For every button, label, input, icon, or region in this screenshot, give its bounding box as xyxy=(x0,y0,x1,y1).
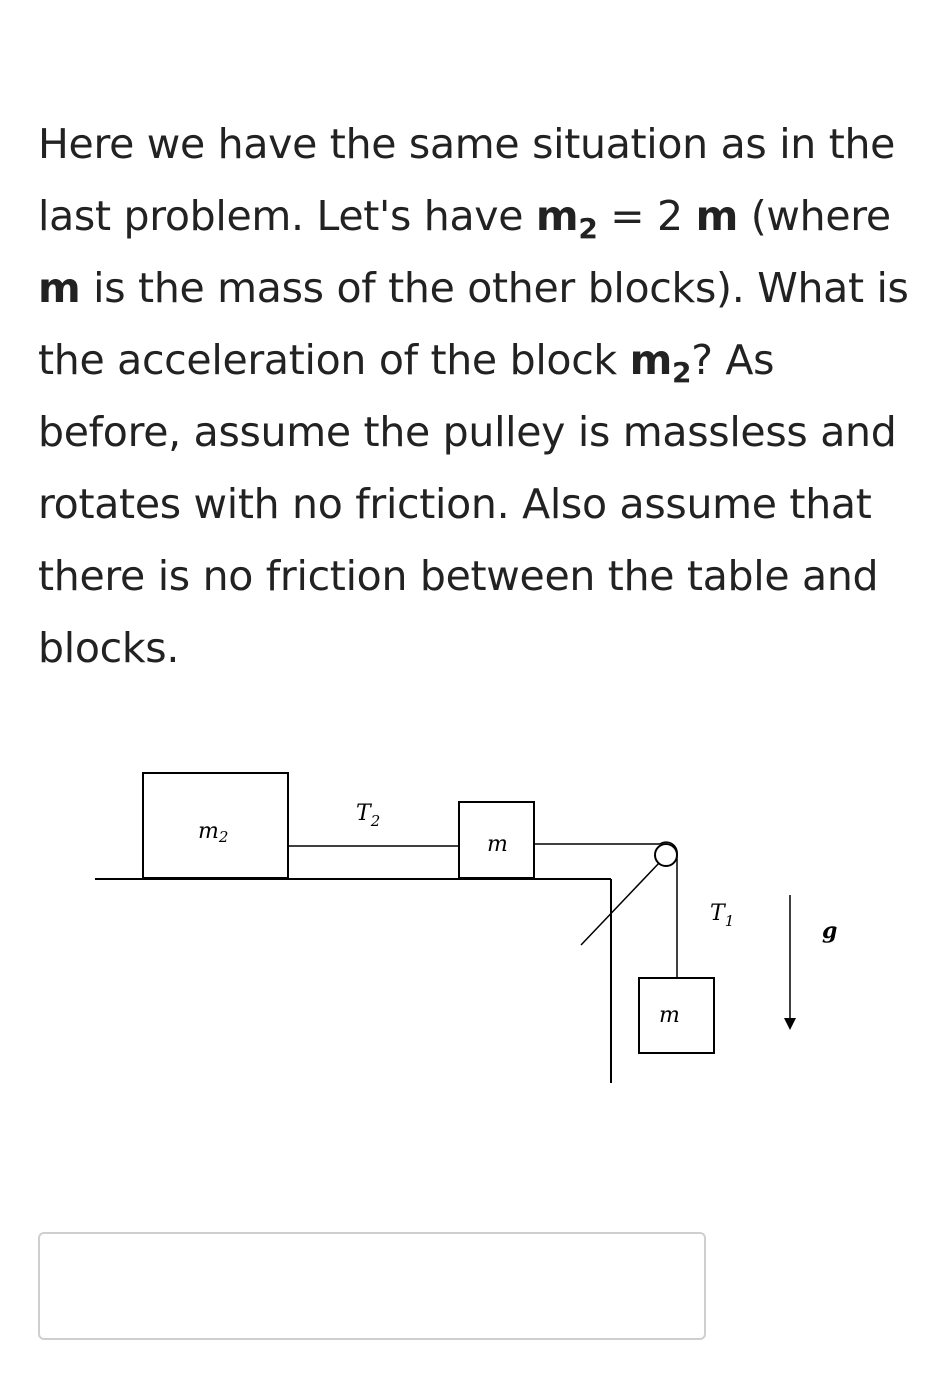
pulley-diagram xyxy=(0,740,938,1100)
pulley-mount xyxy=(581,862,660,945)
m2-symbol: $m_2$ xyxy=(535,192,598,245)
label-t2: $T_2$ xyxy=(356,801,381,830)
m2-symbol-second: $m_2$ xyxy=(629,336,692,389)
label-g: g xyxy=(822,918,838,944)
label-m-table: m xyxy=(487,832,508,857)
label-m-hanging: m xyxy=(659,1003,680,1028)
answer-input[interactable] xyxy=(38,1232,706,1340)
pulley-wheel xyxy=(655,844,677,866)
label-t1: $T_1$ xyxy=(710,901,735,930)
label-m2: m2 xyxy=(198,819,229,846)
gravity-arrow-head xyxy=(784,1018,796,1030)
question-text: Here we have the same situation as in the last problem. Let's have $m_2 = 2$ m (where m is the mass of the other blocks). What is the acceleration of the block $m_2$? As before, assume the pulley is massless and rotates with no friction. Also assume that there is no friction between the table and blocks. xyxy=(38,120,909,672)
